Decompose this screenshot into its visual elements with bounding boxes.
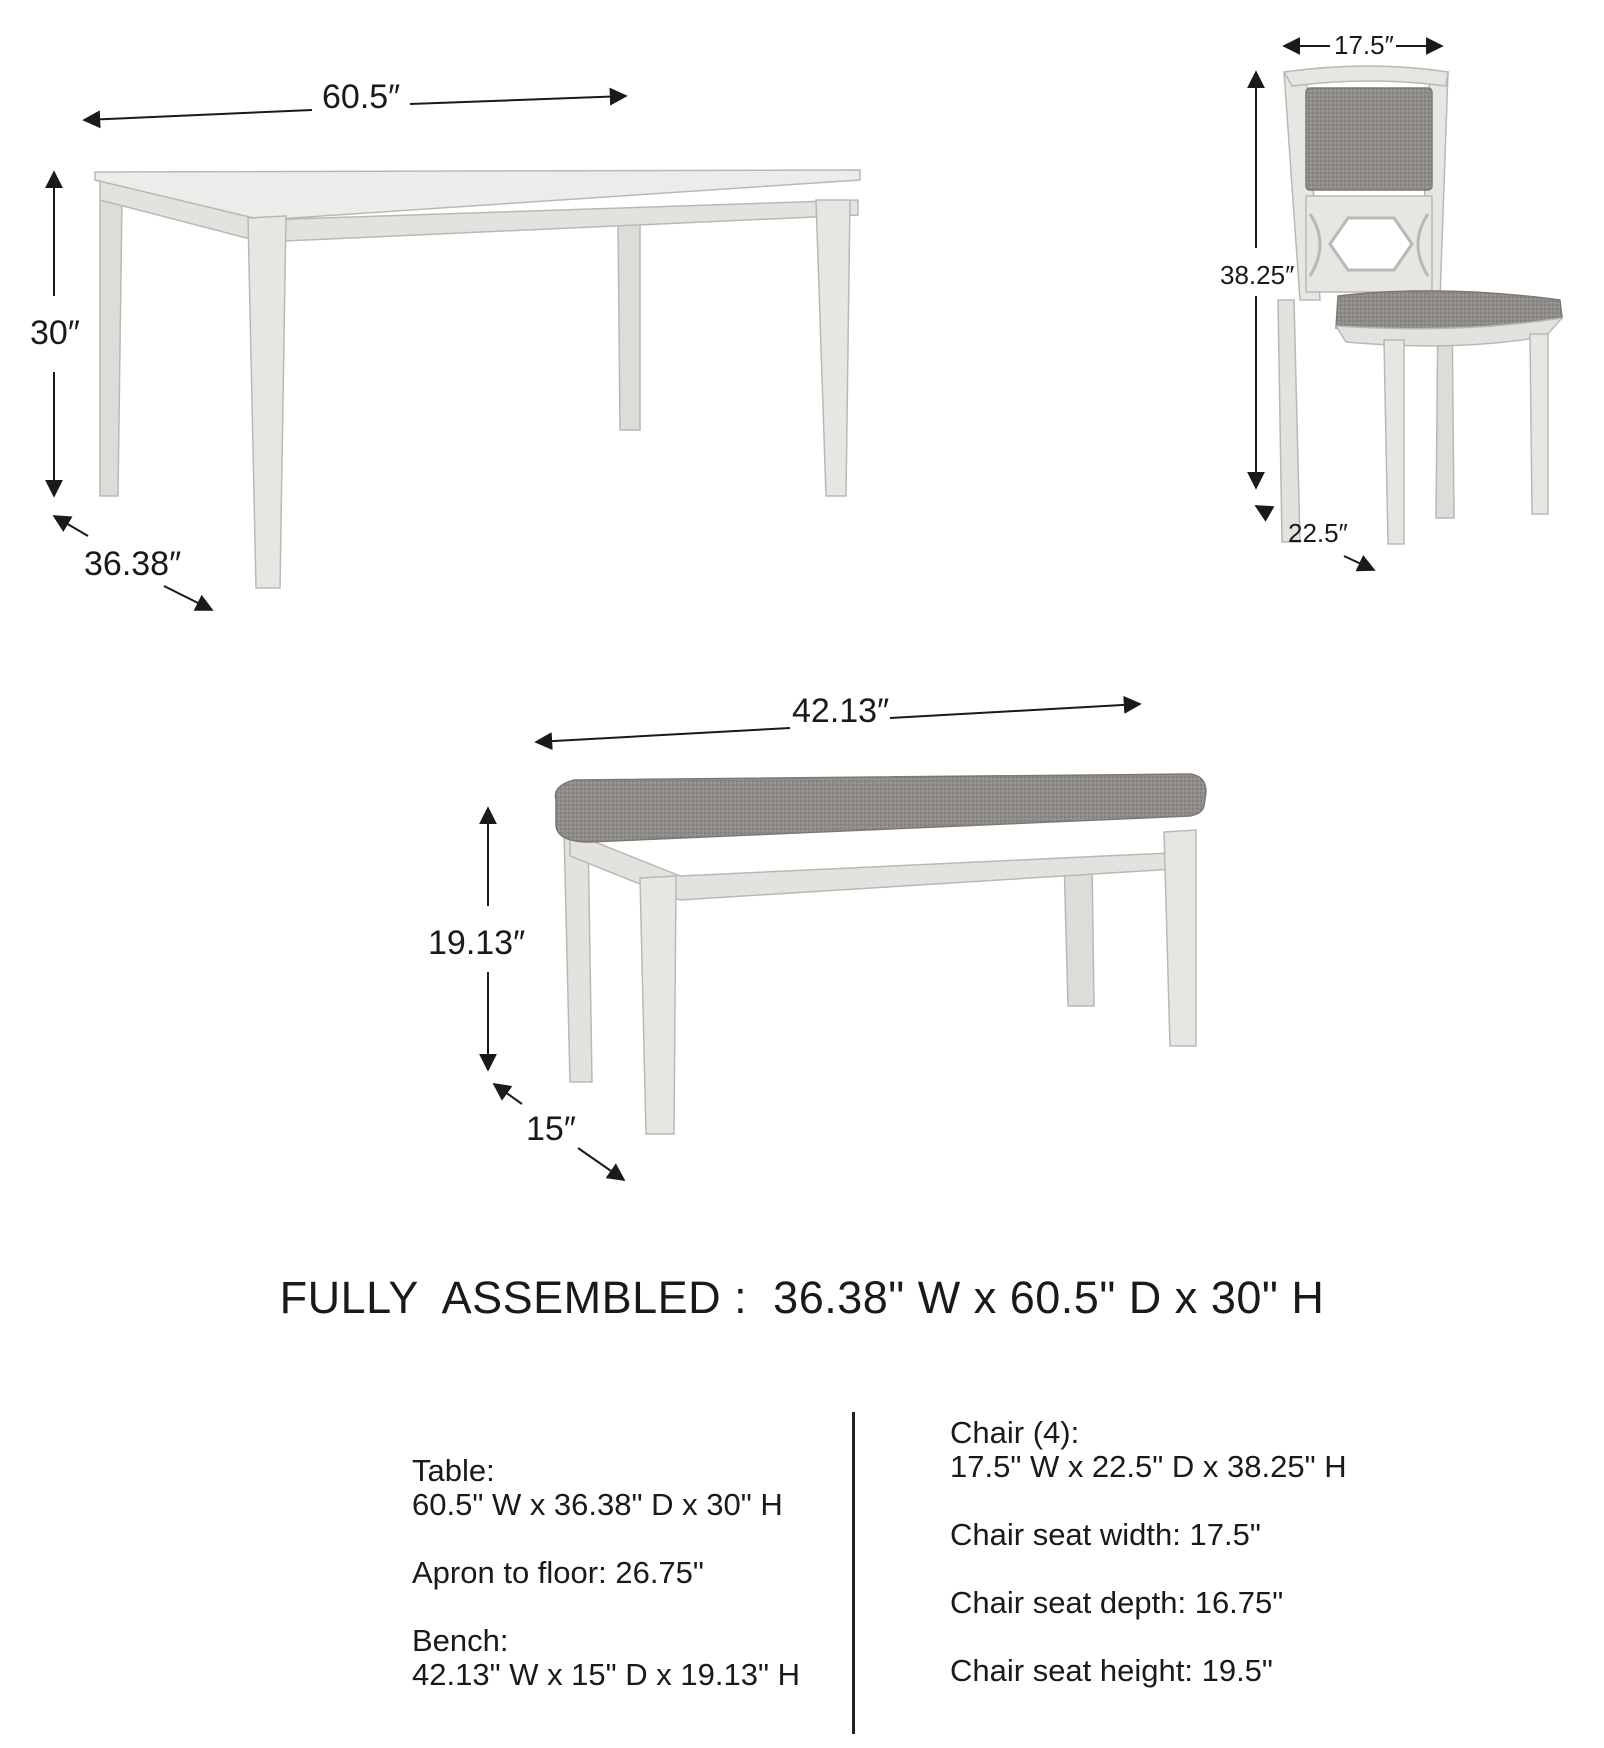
bench-width-label: 42.13″: [792, 692, 890, 730]
table-illustration: [95, 170, 860, 588]
table-depth-label: 36.38″: [84, 545, 182, 583]
chair-spec: [950, 1416, 1347, 1484]
bench-illustration: [555, 774, 1206, 1134]
chair-height-label: 38.25″: [1220, 260, 1295, 290]
bench-depth-label: 15″: [526, 1110, 576, 1148]
bench-spec-dims: 42.13" W x 15" D x 19.13" H: [412, 1657, 800, 1692]
table-width-label: 60.5″: [322, 78, 401, 116]
chair-spec-dims: 17.5" W x 22.5" D x 38.25" H: [950, 1449, 1347, 1484]
table-spec-dims: 60.5" W x 36.38" D x 30" H: [412, 1487, 783, 1522]
bench-height-label: 19.13″: [428, 924, 526, 962]
chair-depth-label: 22.5″: [1288, 518, 1348, 548]
table-height-label: 30″: [30, 314, 80, 352]
fully-assembled-heading: FULLY ASSEMBLED : 36.38" W x 60.5" D x 30" H: [279, 1272, 1325, 1323]
bench-spec-title: Bench:: [412, 1623, 509, 1658]
chair-illustration: [1278, 66, 1562, 544]
specs-left-column: [412, 1454, 800, 1726]
chair-seat-height: Chair seat height: 19.5": [950, 1653, 1273, 1688]
chair-width-label: 17.5″: [1334, 30, 1394, 60]
apron-spec: [412, 1556, 800, 1590]
chair-seat-width: Chair seat width: 17.5": [950, 1517, 1261, 1552]
column-divider: [852, 1412, 855, 1734]
chair-spec-title: Chair (4):: [950, 1415, 1080, 1450]
table-spec-title: Table:: [412, 1453, 495, 1488]
apron-spec-text: Apron to floor: 26.75": [412, 1555, 704, 1590]
table-spec: [412, 1454, 800, 1522]
bench-spec: [412, 1624, 800, 1692]
chair-seat-depth: Chair seat depth: 16.75": [950, 1585, 1284, 1620]
specs-right-column: [950, 1416, 1347, 1722]
